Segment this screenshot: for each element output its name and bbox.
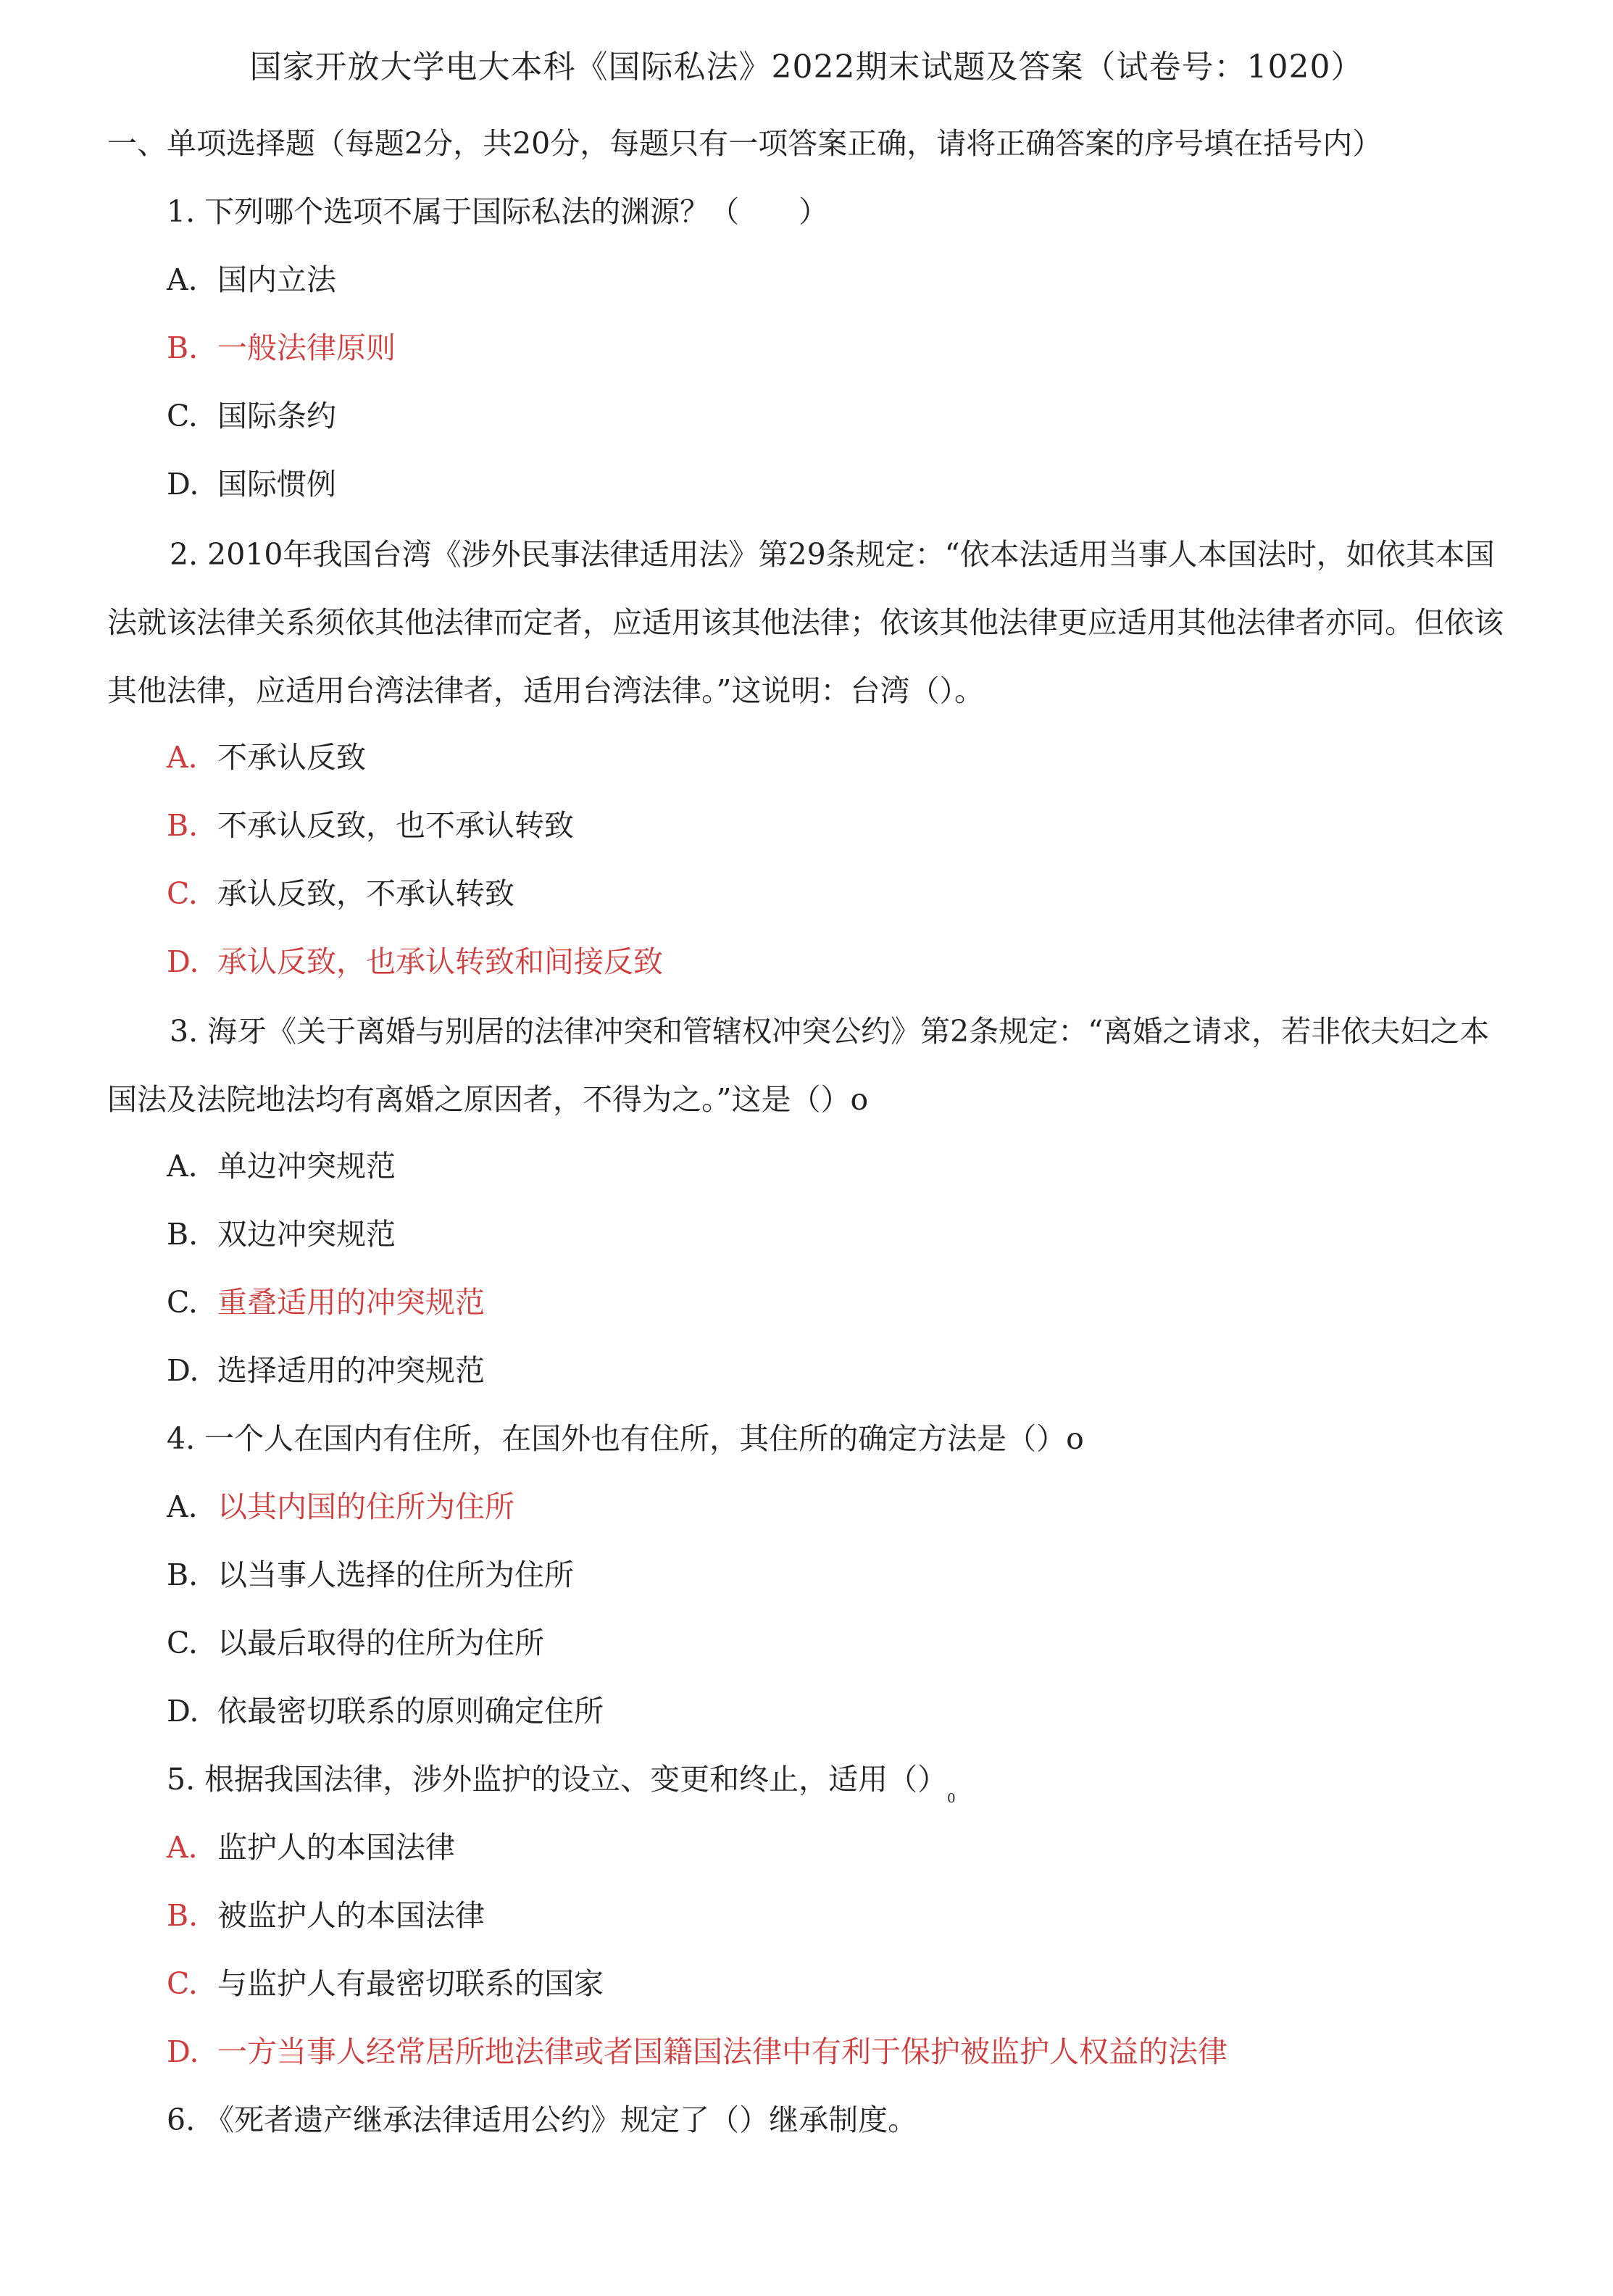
option-text: 一方当事人经常居所地法律或者国籍国法律中有利于保护被监护人权益的法律 <box>217 2034 1228 2069</box>
option-letter: C. <box>167 1966 198 2001</box>
option-text: 不承认反致，也不承认转致 <box>217 808 574 843</box>
question-text: 海牙《关于离婚与别居的法律冲突和管辖权冲突公约》第2条规定：“离婚之请求，若非依夫妇之本国法及法院地法均有离婚之原因者，不得为之。”这是（）o <box>107 1014 1490 1117</box>
option-letter: A. <box>167 1149 198 1184</box>
option-letter: A. <box>167 740 198 775</box>
option-3c <box>167 1285 485 1320</box>
question-number: 3. <box>170 1014 199 1049</box>
option-text: 承认反致，不承认转致 <box>217 876 514 911</box>
option-text: 与监护人有最密切联系的国家 <box>217 1966 604 2001</box>
option-text: 双边冲突规范 <box>217 1217 396 1252</box>
option-5b <box>167 1898 485 1933</box>
option-text: 不承认反致 <box>217 740 366 775</box>
option-text: 承认反致，也承认转致和间接反致 <box>217 944 663 979</box>
option-letter: D. <box>167 467 199 502</box>
option-text: 监护人的本国法律 <box>217 1830 455 1865</box>
option-letter: A. <box>167 1489 198 1524</box>
option-2b <box>167 808 574 843</box>
option-text: 依最密切联系的原则确定住所 <box>217 1694 604 1729</box>
option-text: 以当事人选择的住所为住所 <box>217 1557 574 1592</box>
question-number: 2. <box>170 537 199 572</box>
question-number: 4. <box>167 1421 196 1456</box>
option-letter: C. <box>167 1285 198 1320</box>
option-letter: D. <box>167 2034 199 2069</box>
option-2a <box>167 740 366 775</box>
option-text: 选择适用的冲突规范 <box>217 1353 485 1388</box>
question-text: 《死者遗产继承法律适用公约》规定了（）继承制度。 <box>204 2102 918 2137</box>
option-1b <box>167 330 396 365</box>
option-letter: B. <box>167 1898 199 1933</box>
question-suffix: 0 <box>947 1791 956 1806</box>
option-1c <box>167 399 336 433</box>
option-text: 一般法律原则 <box>217 330 396 365</box>
question-4 <box>167 1421 1084 1456</box>
option-text: 国际惯例 <box>217 467 336 502</box>
option-text: 国际条约 <box>217 399 336 433</box>
option-text: 被监护人的本国法律 <box>217 1898 485 1933</box>
option-text: 以最后取得的住所为住所 <box>217 1626 544 1660</box>
option-text: 重叠适用的冲突规范 <box>217 1285 485 1320</box>
option-text: 单边冲突规范 <box>217 1149 396 1184</box>
page-title: 国家开放大学电大本科《国际私法》2022期末试题及答案（试卷号：1020） <box>249 49 1364 86</box>
question-text: 一个人在国内有住所，在国外也有住所，其住所的确定方法是（）o <box>204 1421 1084 1456</box>
option-letter: C. <box>167 1626 198 1660</box>
question-5 <box>167 1762 956 1806</box>
question-text: 下列哪个选项不属于国际私法的渊源？（ ） <box>204 194 829 229</box>
option-letter: A. <box>167 1830 198 1865</box>
option-letter: C. <box>167 399 198 433</box>
question-number: 5. <box>167 1762 196 1797</box>
option-2d <box>167 944 663 979</box>
question-2 <box>107 520 1513 725</box>
option-4c <box>167 1626 544 1660</box>
option-3d <box>167 1353 485 1388</box>
section-heading: 一、单项选择题（每题2分，共20分，每题只有一项答案正确，请将正确答案的序号填在括号内） <box>107 126 1383 161</box>
option-5c <box>167 1966 604 2001</box>
option-4a <box>167 1489 514 1524</box>
question-number: 6. <box>167 2102 196 2137</box>
option-text: 以其内国的住所为住所 <box>217 1489 514 1524</box>
option-5a <box>167 1830 455 1865</box>
question-6 <box>167 2102 918 2137</box>
option-letter: D. <box>167 1353 199 1388</box>
option-5d <box>167 2034 1228 2069</box>
option-letter: A. <box>167 262 198 297</box>
option-3a <box>167 1149 396 1184</box>
option-letter: B. <box>167 1217 199 1252</box>
question-number: 1. <box>167 194 196 229</box>
option-4b <box>167 1557 574 1592</box>
option-2c <box>167 876 514 911</box>
option-text: 国内立法 <box>217 262 336 297</box>
question-text: 2010年我国台湾《涉外民事法律适用法》第29条规定：“依本法适用当事人本国法时，如依其本国法就该法律关系须依其他法律而定者，应适用该其他法律；依该其他法律更应适用其他法律者亦同。但依该其他法律，应适用台湾法律者，适用台湾法律。”这说明：台湾（）。 <box>107 537 1504 708</box>
option-1a <box>167 262 336 297</box>
option-1d <box>167 467 336 502</box>
option-4d <box>167 1694 604 1729</box>
option-3b <box>167 1217 396 1252</box>
option-letter: B. <box>167 808 199 843</box>
question-3 <box>107 997 1513 1134</box>
option-letter: B. <box>167 330 199 365</box>
option-letter: D. <box>167 1694 199 1729</box>
option-letter: C. <box>167 876 198 911</box>
question-text: 根据我国法律，涉外监护的设立、变更和终止，适用（） <box>204 1762 948 1797</box>
option-letter: B. <box>167 1557 199 1592</box>
option-letter: D. <box>167 944 199 979</box>
question-1 <box>167 194 829 229</box>
